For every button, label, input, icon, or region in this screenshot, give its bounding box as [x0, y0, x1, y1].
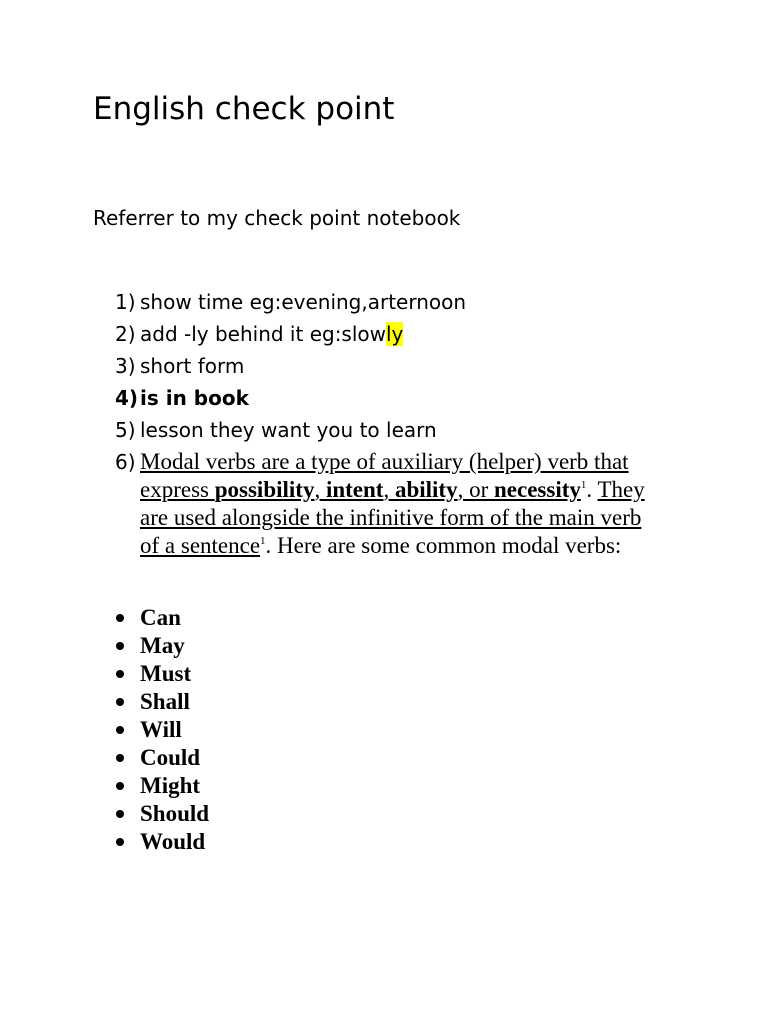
document-title: English check point [93, 91, 395, 127]
modal-verb: Could [140, 745, 201, 770]
list-item [0, 744, 768, 772]
paragraph-tail: . Here are some common modal verbs: [265, 533, 622, 558]
list-item-2 [0, 318, 768, 350]
list-item-text: is in book [140, 386, 249, 410]
modal-verb: Would [140, 829, 206, 854]
list-item [0, 800, 768, 828]
list-item [0, 632, 768, 660]
bullet-icon [116, 754, 124, 762]
list-number: 2) [115, 322, 136, 346]
definition-text: Modal verbs are a type of auxiliary (helper) verb that express [140, 449, 629, 502]
list-number: 3) [115, 354, 136, 378]
modal-verb: Should [140, 801, 210, 826]
list-item-text: lesson they want you to learn [140, 418, 437, 442]
bullet-icon [116, 782, 124, 790]
bullet-icon [116, 614, 124, 622]
list-item [0, 772, 768, 800]
bullet-icon [116, 810, 124, 818]
bullet-icon [116, 726, 124, 734]
underlined-definition [140, 449, 629, 502]
sentence-break: . [586, 477, 598, 502]
numbered-list [0, 286, 768, 446]
footnote-ref[interactable]: 1 [580, 479, 587, 491]
list-number: 1) [115, 290, 136, 314]
list-item [0, 716, 768, 744]
bullet-icon [116, 698, 124, 706]
list-number: 5) [115, 418, 136, 442]
list-item-4 [0, 382, 768, 414]
footnote-ref[interactable]: 1 [260, 535, 266, 547]
bold-term-necessity: necessity [494, 477, 581, 502]
list-item [0, 688, 768, 716]
modal-verb: May [140, 633, 185, 658]
bullet-icon [116, 670, 124, 678]
list-number: 4) [115, 386, 139, 410]
bullet-icon [116, 642, 124, 650]
modal-verbs-list [0, 604, 768, 856]
modal-verbs-paragraph [140, 448, 660, 560]
list-item-3 [0, 350, 768, 382]
modal-verb: Must [140, 661, 192, 686]
list-item [0, 828, 768, 856]
list-item-5 [0, 414, 768, 446]
separator: , or [457, 477, 494, 502]
separator: , [383, 477, 395, 502]
document-subtitle: Referrer to my check point notebook [93, 206, 461, 230]
underlined-usage: They are used alongside the infinitive form of the main verb of a sentence [140, 477, 645, 558]
modal-verb: Will [140, 717, 182, 742]
bold-term-intent: intent [325, 477, 384, 502]
list-item-text-wrap [140, 318, 403, 350]
list-item [0, 660, 768, 688]
list-item-text: short form [140, 354, 245, 378]
modal-verb: Can [140, 605, 181, 630]
separator: , [314, 477, 326, 502]
list-item [0, 604, 768, 632]
modal-verb: Might [140, 773, 201, 798]
list-item-text: add -ly behind it eg:slow [140, 322, 386, 346]
modal-verb: Shall [140, 689, 190, 714]
list-number: 6) [115, 450, 136, 474]
bold-term-possibility: possibility [214, 477, 315, 502]
list-item-text: show time eg:evening,arternoon [140, 290, 467, 314]
list-item-1 [0, 286, 768, 318]
highlighted-text: ly [386, 322, 404, 346]
bullet-icon [116, 838, 124, 846]
bold-term-ability: ability [394, 477, 458, 502]
